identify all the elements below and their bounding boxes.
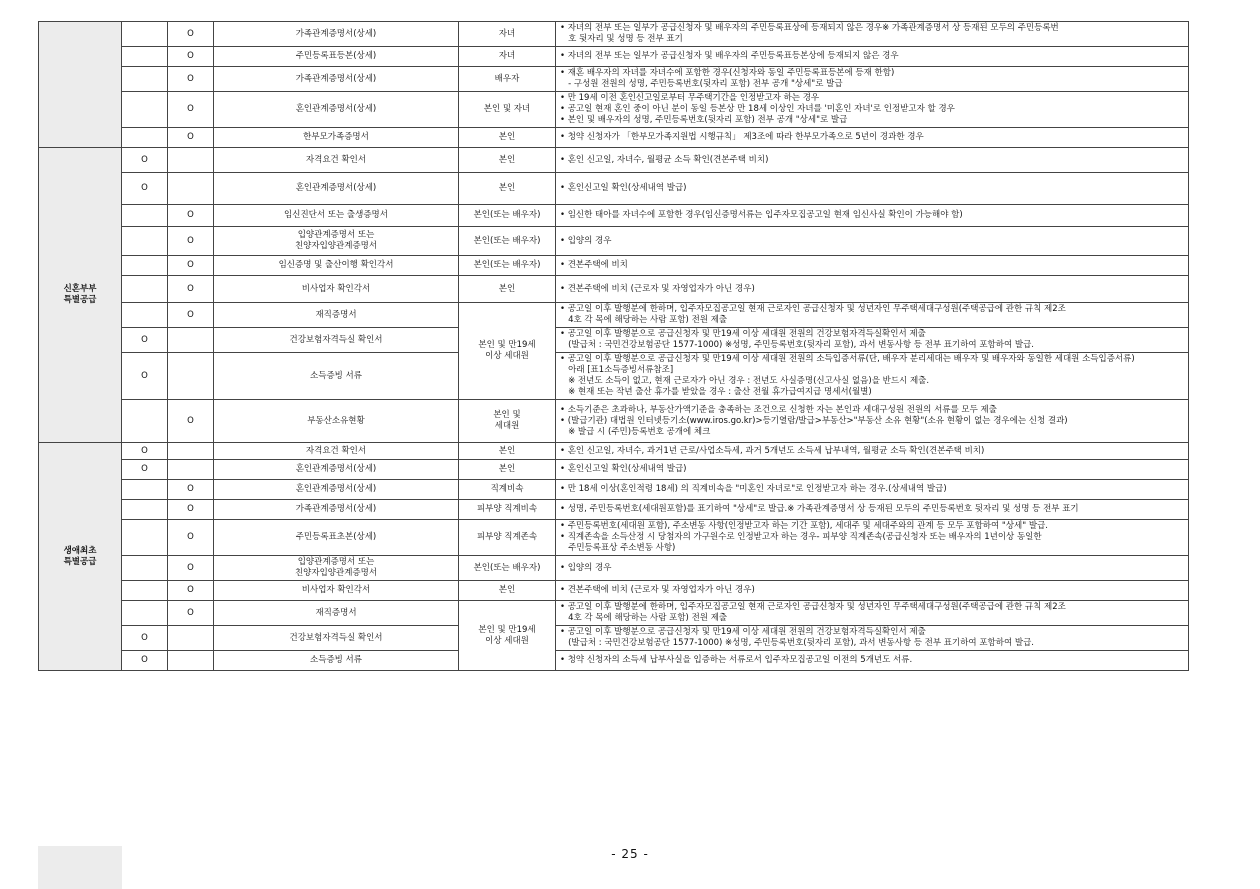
remark-line: • 직계존속을 소득산정 시 당첨자의 가구원수로 인정받고자 하는 경우- 피부양 직계존속(공급신청자 또는 배우자의 1년이상 동일한: [560, 532, 1042, 542]
table-row: [39, 443, 1189, 460]
table-row: [39, 173, 1189, 205]
target-label: 피부양 직계존속: [476, 532, 538, 542]
required-all-mark: [122, 47, 168, 67]
remarks-cell: [556, 520, 1189, 556]
required-all-mark: [122, 92, 168, 128]
table-row: [39, 205, 1189, 227]
document-name-cell: [214, 443, 459, 460]
target-label: 세대원: [494, 421, 520, 431]
document-name-cell: [214, 128, 459, 148]
required-all-mark: O: [122, 460, 168, 480]
remark-line: • 소득기준은 초과하나, 부동산가액기준을 충족하는 조건으로 신청한 자는 본인과 세대구성원 전원의 서류를 모두 제출: [560, 404, 997, 415]
required-conditional-mark: O: [168, 227, 214, 256]
document-name-cell: [214, 353, 459, 400]
document-name-cell: [214, 67, 459, 92]
category-label: 신혼부부: [63, 284, 97, 294]
required-all-mark: [122, 581, 168, 601]
required-all-mark: [122, 556, 168, 581]
remarks-cell: [556, 22, 1189, 47]
remark-line: • 만 18세 이상(혼인적령 18세) 의 직계비속을 "미혼인 자녀로"로 인정받고자 하는 경우.(상세내역 발급): [560, 484, 947, 494]
document-name: 자격요건 확인서: [305, 445, 367, 456]
required-conditional-mark: O: [168, 400, 214, 443]
required-all-mark: O: [122, 173, 168, 205]
target-cell: [459, 22, 556, 47]
table-row: [39, 303, 1189, 328]
remarks-cell: [556, 276, 1189, 303]
remark-line: • (발급기관) 대법원 인터넷등기소(www.iros.go.kr)>등기열람/발급>부동산>"부동산 소유 현황"(소유 현황이 없는 경우에는 신청 결과): [560, 415, 1068, 426]
table-row: [39, 651, 1189, 671]
document-name: 임신진단서 또는 출생증명서: [284, 210, 388, 220]
table-row: [39, 148, 1189, 173]
required-conditional-mark: [168, 353, 214, 400]
document-name-cell: [214, 460, 459, 480]
remark-line: • 입양의 경우: [560, 562, 612, 573]
target-label: 본인 및 만19세: [478, 624, 536, 635]
remark-line: 호 뒷자리 및 성명 등 전부 표기: [560, 34, 683, 44]
remarks-cell: [556, 47, 1189, 67]
remark-line: 주민등록표상 주소변동 사항): [560, 543, 676, 553]
remarks-cell: [556, 651, 1189, 671]
remarks-cell: [556, 67, 1189, 92]
target-cell: [459, 227, 556, 256]
required-all-mark: O: [122, 651, 168, 671]
target-cell: [459, 556, 556, 581]
table-row: [39, 256, 1189, 276]
table-row: [39, 67, 1189, 92]
remark-line: • 혼인 신고일, 자녀수, 과거1년 근로/사업소득세, 과거 5개년도 소득세 납부내역, 월평균 소득 확인(견본주택 비치): [560, 445, 985, 456]
required-all-mark: O: [122, 443, 168, 460]
document-name-cell: [214, 556, 459, 581]
required-conditional-mark: O: [168, 67, 214, 92]
remark-line: - 구성원 전원의 성명, 주민등록번호(뒷자리 포함) 전부 공개 "상세"로 발급: [560, 79, 843, 89]
remark-line: • 성명, 주민등록번호(세대원포함)를 표기하여 "상세"로 발급.※ 가족관계증명서 상 등재된 모두의 주민등록번호 뒷자리 및 성명 등 전부 표기: [560, 504, 1079, 514]
table-row: [39, 400, 1189, 443]
category-label: 특별공급: [63, 556, 97, 567]
target-cell: [459, 173, 556, 205]
remarks-cell: [556, 205, 1189, 227]
document-name: 친양자입양관계증명서: [294, 568, 378, 578]
target-cell: [459, 500, 556, 520]
target-cell: [459, 303, 556, 400]
document-name-cell: [214, 47, 459, 67]
remark-line: • 재혼 배우자의 자녀를 자녀수에 포함한 경우(신청자와 동일 주민등록표등본에 등재 한함): [560, 68, 895, 78]
remark-line: ※ 현재 또는 작년 출산 휴가를 받았을 경우 : 출산 전월 휴가급여지급 명세서(월별): [560, 387, 872, 397]
target-label: 본인: [498, 183, 516, 193]
remarks-cell: [556, 460, 1189, 480]
target-cell: [459, 47, 556, 67]
remark-line: ※ 전년도 소득이 없고, 현재 근로자가 아닌 경우 : 전년도 사실증명(신고사실 없음)을 반드시 제출.: [560, 376, 930, 386]
required-conditional-mark: O: [168, 256, 214, 276]
target-label: 직계비속: [490, 484, 524, 494]
category-cell: [39, 22, 122, 148]
remarks-cell: [556, 148, 1189, 173]
document-name: 부동산소유현황: [307, 415, 365, 426]
document-name: 주민등록표초본(상세): [295, 532, 377, 542]
document-name-cell: [214, 581, 459, 601]
target-label: 본인(또는 배우자): [473, 235, 541, 246]
remark-line: • 청약 신청자가 「한부모가족지원법 시행규칙」 제3조에 따라 한부모가족으로 5년이 경과한 경우: [560, 132, 924, 142]
page-number: - 25 -: [611, 847, 649, 861]
required-all-mark: [122, 303, 168, 328]
remark-line: • 공고일 이후 발행분으로 공급신청자 및 만19세 이상 세대원 전원의 건강보험자격득실확인서 제출: [560, 627, 926, 637]
category-cell: [39, 443, 122, 671]
document-name-cell: [214, 500, 459, 520]
remark-line: • 견본주택에 비치 (근로자 및 자영업자가 아닌 경우): [560, 283, 755, 294]
required-all-mark: O: [122, 626, 168, 651]
required-all-mark: [122, 256, 168, 276]
required-documents-table: [38, 21, 1189, 671]
required-conditional-mark: [168, 626, 214, 651]
remarks-cell: [556, 328, 1189, 353]
remarks-cell: [556, 556, 1189, 581]
required-all-mark: [122, 601, 168, 626]
table-row: [39, 626, 1189, 651]
remarks-cell: [556, 353, 1189, 400]
required-conditional-mark: O: [168, 556, 214, 581]
remark-line: • 임신한 태아를 자녀수에 포함한 경우(임신증명서류는 입주자모집공고일 현재 임신사실 확인이 가능해야 함): [560, 210, 963, 220]
document-name: 건강보험자격득실 확인서: [289, 632, 383, 643]
remark-line: • 혼인 신고일, 자녀수, 월평균 소득 확인(견본주택 비치): [560, 154, 769, 165]
required-conditional-mark: O: [168, 128, 214, 148]
required-conditional-mark: O: [168, 92, 214, 128]
required-all-mark: [122, 67, 168, 92]
target-cell: [459, 581, 556, 601]
document-name: 주민등록표등본(상세): [295, 51, 377, 61]
target-cell: [459, 92, 556, 128]
target-label: 본인: [498, 585, 516, 595]
target-label: 본인(또는 배우자): [473, 210, 541, 220]
required-conditional-mark: O: [168, 480, 214, 500]
target-cell: [459, 480, 556, 500]
target-cell: [459, 67, 556, 92]
document-name-cell: [214, 148, 459, 173]
remarks-cell: [556, 500, 1189, 520]
remarks-cell: [556, 227, 1189, 256]
table-row: [39, 92, 1189, 128]
target-cell: [459, 601, 556, 671]
remark-line: • 공고일 이후 발행분으로 공급신청자 및 만19세 이상 세대원 전원의 건강보험자격득실확인서 제출: [560, 329, 926, 339]
remark-line: (발급처 : 국민건강보험공단 1577-1000) ※성명, 주민등록번호(뒷자리 포함), 과서 변동사항 등 전부 표기하여 포함하여 발급.: [560, 638, 1034, 648]
remark-line: 아래 [표1소득증빙서류참조]: [560, 365, 674, 375]
remarks-cell: [556, 128, 1189, 148]
target-label: 자녀: [498, 28, 516, 39]
document-name-cell: [214, 205, 459, 227]
remark-line: • 공고일 현재 혼인 중이 아닌 분이 동일 등본상 만 18세 이상인 자녀를 '미혼인 자녀'로 인정받고자 할 경우: [560, 104, 955, 114]
required-conditional-mark: [168, 651, 214, 671]
document-name: 입양관계증명서 또는: [297, 557, 375, 567]
document-name: 가족관계증명서(상세): [295, 504, 377, 514]
document-name-cell: [214, 22, 459, 47]
document-name-cell: [214, 92, 459, 128]
target-label: 본인: [498, 154, 516, 165]
remarks-cell: [556, 480, 1189, 500]
remark-line: • 공고일 이후 발행분에 한하며, 입주자모집공고일 현재 근로자인 공급신청자 및 성년자인 무주택세대구성원(주택공급에 관한 규칙 제2조: [560, 304, 1066, 314]
target-label: 이상 세대원: [485, 635, 529, 646]
remark-line: • 혼인신고일 확인(상세내역 발급): [560, 464, 687, 474]
remark-line: • 견본주택에 비치 (근로자 및 자영업자가 아닌 경우): [560, 585, 755, 595]
required-conditional-mark: O: [168, 581, 214, 601]
table-row: [39, 520, 1189, 556]
table-row: [39, 128, 1189, 148]
remark-line: • 만 19세 이전 혼인신고일로부터 무주택기간을 인정받고자 하는 경우: [560, 93, 820, 103]
category-label: 생애최초: [63, 545, 97, 556]
required-conditional-mark: O: [168, 22, 214, 47]
required-conditional-mark: [168, 173, 214, 205]
category-cell: [39, 148, 122, 443]
document-name: 친양자입양관계증명서: [294, 241, 378, 251]
remarks-cell: [556, 443, 1189, 460]
table-row: [39, 500, 1189, 520]
document-name: 자격요건 확인서: [305, 154, 367, 165]
document-name: 가족관계증명서(상세): [295, 28, 377, 39]
table-row: [39, 460, 1189, 480]
required-all-mark: O: [122, 328, 168, 353]
required-all-mark: [122, 520, 168, 556]
target-label: 본인(또는 배우자): [473, 562, 541, 573]
target-label: 본인: [498, 132, 516, 142]
required-all-mark: [122, 128, 168, 148]
table-row: [39, 353, 1189, 400]
table-row: [39, 22, 1189, 47]
remark-line: 4호 각 목에 해당하는 사람 포함) 전원 제출: [560, 613, 728, 623]
required-all-mark: [122, 400, 168, 443]
document-name: 재직증명서: [315, 607, 357, 618]
table-row: [39, 480, 1189, 500]
remark-line: • 청약 신청자의 소득세 납부사실을 입증하는 서류로서 입주자모집공고일 이전의 5개년도 서류.: [560, 655, 913, 665]
document-name-cell: [214, 328, 459, 353]
required-conditional-mark: O: [168, 276, 214, 303]
required-conditional-mark: O: [168, 500, 214, 520]
remarks-cell: [556, 303, 1189, 328]
target-label: 본인(또는 배우자): [473, 260, 541, 270]
target-cell: [459, 400, 556, 443]
table-row: [39, 581, 1189, 601]
remark-line: • 공고일 이후 발행분에 한하며, 입주자모집공고일 현재 근로자인 공급신청자 및 성년자인 무주택세대구성원(주택공급에 관한 규칙 제2조: [560, 602, 1066, 612]
document-name-cell: [214, 400, 459, 443]
target-label: 본인: [498, 283, 516, 294]
target-label: 본인 및 자녀: [483, 104, 531, 114]
document-name: 가족관계증명서(상세): [295, 73, 377, 84]
remark-line: • 혼인신고일 확인(상세내역 발급): [560, 183, 687, 193]
required-conditional-mark: [168, 328, 214, 353]
target-cell: [459, 460, 556, 480]
target-label: 본인: [498, 445, 516, 456]
required-conditional-mark: O: [168, 205, 214, 227]
remark-line: (발급처 : 국민건강보험공단 1577-1000) ※성명, 주민등록번호(뒷자리 포함), 과서 변동사항 등 전부 표기하여 포함하여 발급.: [560, 340, 1034, 350]
required-all-mark: [122, 22, 168, 47]
target-label: 본인: [498, 464, 516, 474]
document-name: 소득증빙 서류: [310, 655, 362, 665]
target-label: 자녀: [498, 51, 516, 61]
remark-line: • 주민등록번호(세대원 포함), 주소변동 사항(인정받고자 하는 기간 포함), 세대주 및 세대주와의 관계 등 모두 포함하여 "상세" 발급.: [560, 521, 1048, 531]
document-name-cell: [214, 626, 459, 651]
document-name-cell: [214, 480, 459, 500]
required-all-mark: [122, 500, 168, 520]
table-row: [39, 328, 1189, 353]
required-all-mark: [122, 276, 168, 303]
document-name-cell: [214, 601, 459, 626]
target-cell: [459, 256, 556, 276]
remark-line: • 공고일 이후 발행분으로 공급신청자 및 만19세 이상 세대원 전원의 소득입증서류(단, 배우자 분리세대는 배우자 및 배우자와 동일한 세대원 소득입증서류): [560, 354, 1135, 364]
table-row: [39, 601, 1189, 626]
table-row: [39, 227, 1189, 256]
document-name-cell: [214, 173, 459, 205]
required-all-mark: [122, 205, 168, 227]
remarks-cell: [556, 173, 1189, 205]
required-conditional-mark: O: [168, 520, 214, 556]
target-label: 본인 및: [493, 410, 521, 420]
remarks-cell: [556, 400, 1189, 443]
document-name: 재직증명서: [315, 309, 357, 320]
required-all-mark: O: [122, 353, 168, 400]
required-conditional-mark: O: [168, 601, 214, 626]
category-label: 특별공급: [63, 295, 97, 305]
remarks-cell: [556, 626, 1189, 651]
document-name-cell: [214, 276, 459, 303]
remark-line: 4호 각 목에 해당하는 사람 포함) 전원 제출: [560, 315, 728, 325]
document-name: 혼인관계증명서(상세): [295, 104, 377, 114]
required-all-mark: [122, 227, 168, 256]
document-name: 비사업자 확인각서: [301, 283, 371, 294]
remarks-cell: [556, 256, 1189, 276]
document-name-cell: [214, 651, 459, 671]
document-name-cell: [214, 303, 459, 328]
required-conditional-mark: [168, 460, 214, 480]
required-conditional-mark: [168, 148, 214, 173]
remark-line: • 본인 및 배우자의 성명, 주민등록번호(뒷자리 포함) 전부 공개 "상세"로 발급: [560, 115, 848, 125]
remark-line: • 입양의 경우: [560, 235, 612, 246]
required-all-mark: O: [122, 148, 168, 173]
document-name: 혼인관계증명서(상세): [295, 484, 377, 494]
remarks-cell: [556, 601, 1189, 626]
document-name: 비사업자 확인각서: [301, 585, 371, 595]
target-label: 배우자: [494, 73, 520, 84]
table-row: [39, 47, 1189, 67]
table-row: [39, 556, 1189, 581]
document-name: 혼인관계증명서(상세): [295, 183, 377, 193]
target-label: 본인 및 만19세: [478, 340, 536, 350]
document-name-cell: [214, 227, 459, 256]
target-cell: [459, 443, 556, 460]
required-conditional-mark: O: [168, 303, 214, 328]
target-cell: [459, 276, 556, 303]
target-cell: [459, 520, 556, 556]
document-name-cell: [214, 520, 459, 556]
required-conditional-mark: O: [168, 47, 214, 67]
document-name: 소득증빙 서류: [310, 370, 362, 381]
target-cell: [459, 128, 556, 148]
remark-line: ※ 발급 시 (주민)등록번호 공개에 체크: [560, 426, 711, 437]
document-name-cell: [214, 256, 459, 276]
target-label: 이상 세대원: [485, 351, 529, 361]
document-name: 건강보험자격득실 확인서: [289, 334, 383, 345]
document-name: 입양관계증명서 또는: [297, 230, 375, 240]
required-conditional-mark: [168, 443, 214, 460]
remark-line: • 견본주택에 비치: [560, 260, 628, 270]
remark-line: • 자녀의 전부 또는 일부가 공급신청자 및 배우자의 주민등록표등본상에 등재되지 않은 경우: [560, 51, 899, 61]
required-all-mark: [122, 480, 168, 500]
target-cell: [459, 205, 556, 227]
target-label: 피부양 직계비속: [476, 504, 538, 514]
target-cell: [459, 148, 556, 173]
document-name: 한부모가족증명서: [303, 132, 369, 142]
remark-line: • 자녀의 전부 또는 일부가 공급신청자 및 배우자의 주민등록표상에 등재되지 않은 경우※ 가족관계증명서 상 등재된 모두의 주민등록번: [560, 23, 1059, 33]
table-row: [39, 276, 1189, 303]
document-name: 혼인관계증명서(상세): [295, 464, 377, 474]
remarks-cell: [556, 92, 1189, 128]
remarks-cell: [556, 581, 1189, 601]
document-name: 임신증명 및 출산이행 확인각서: [278, 260, 394, 270]
